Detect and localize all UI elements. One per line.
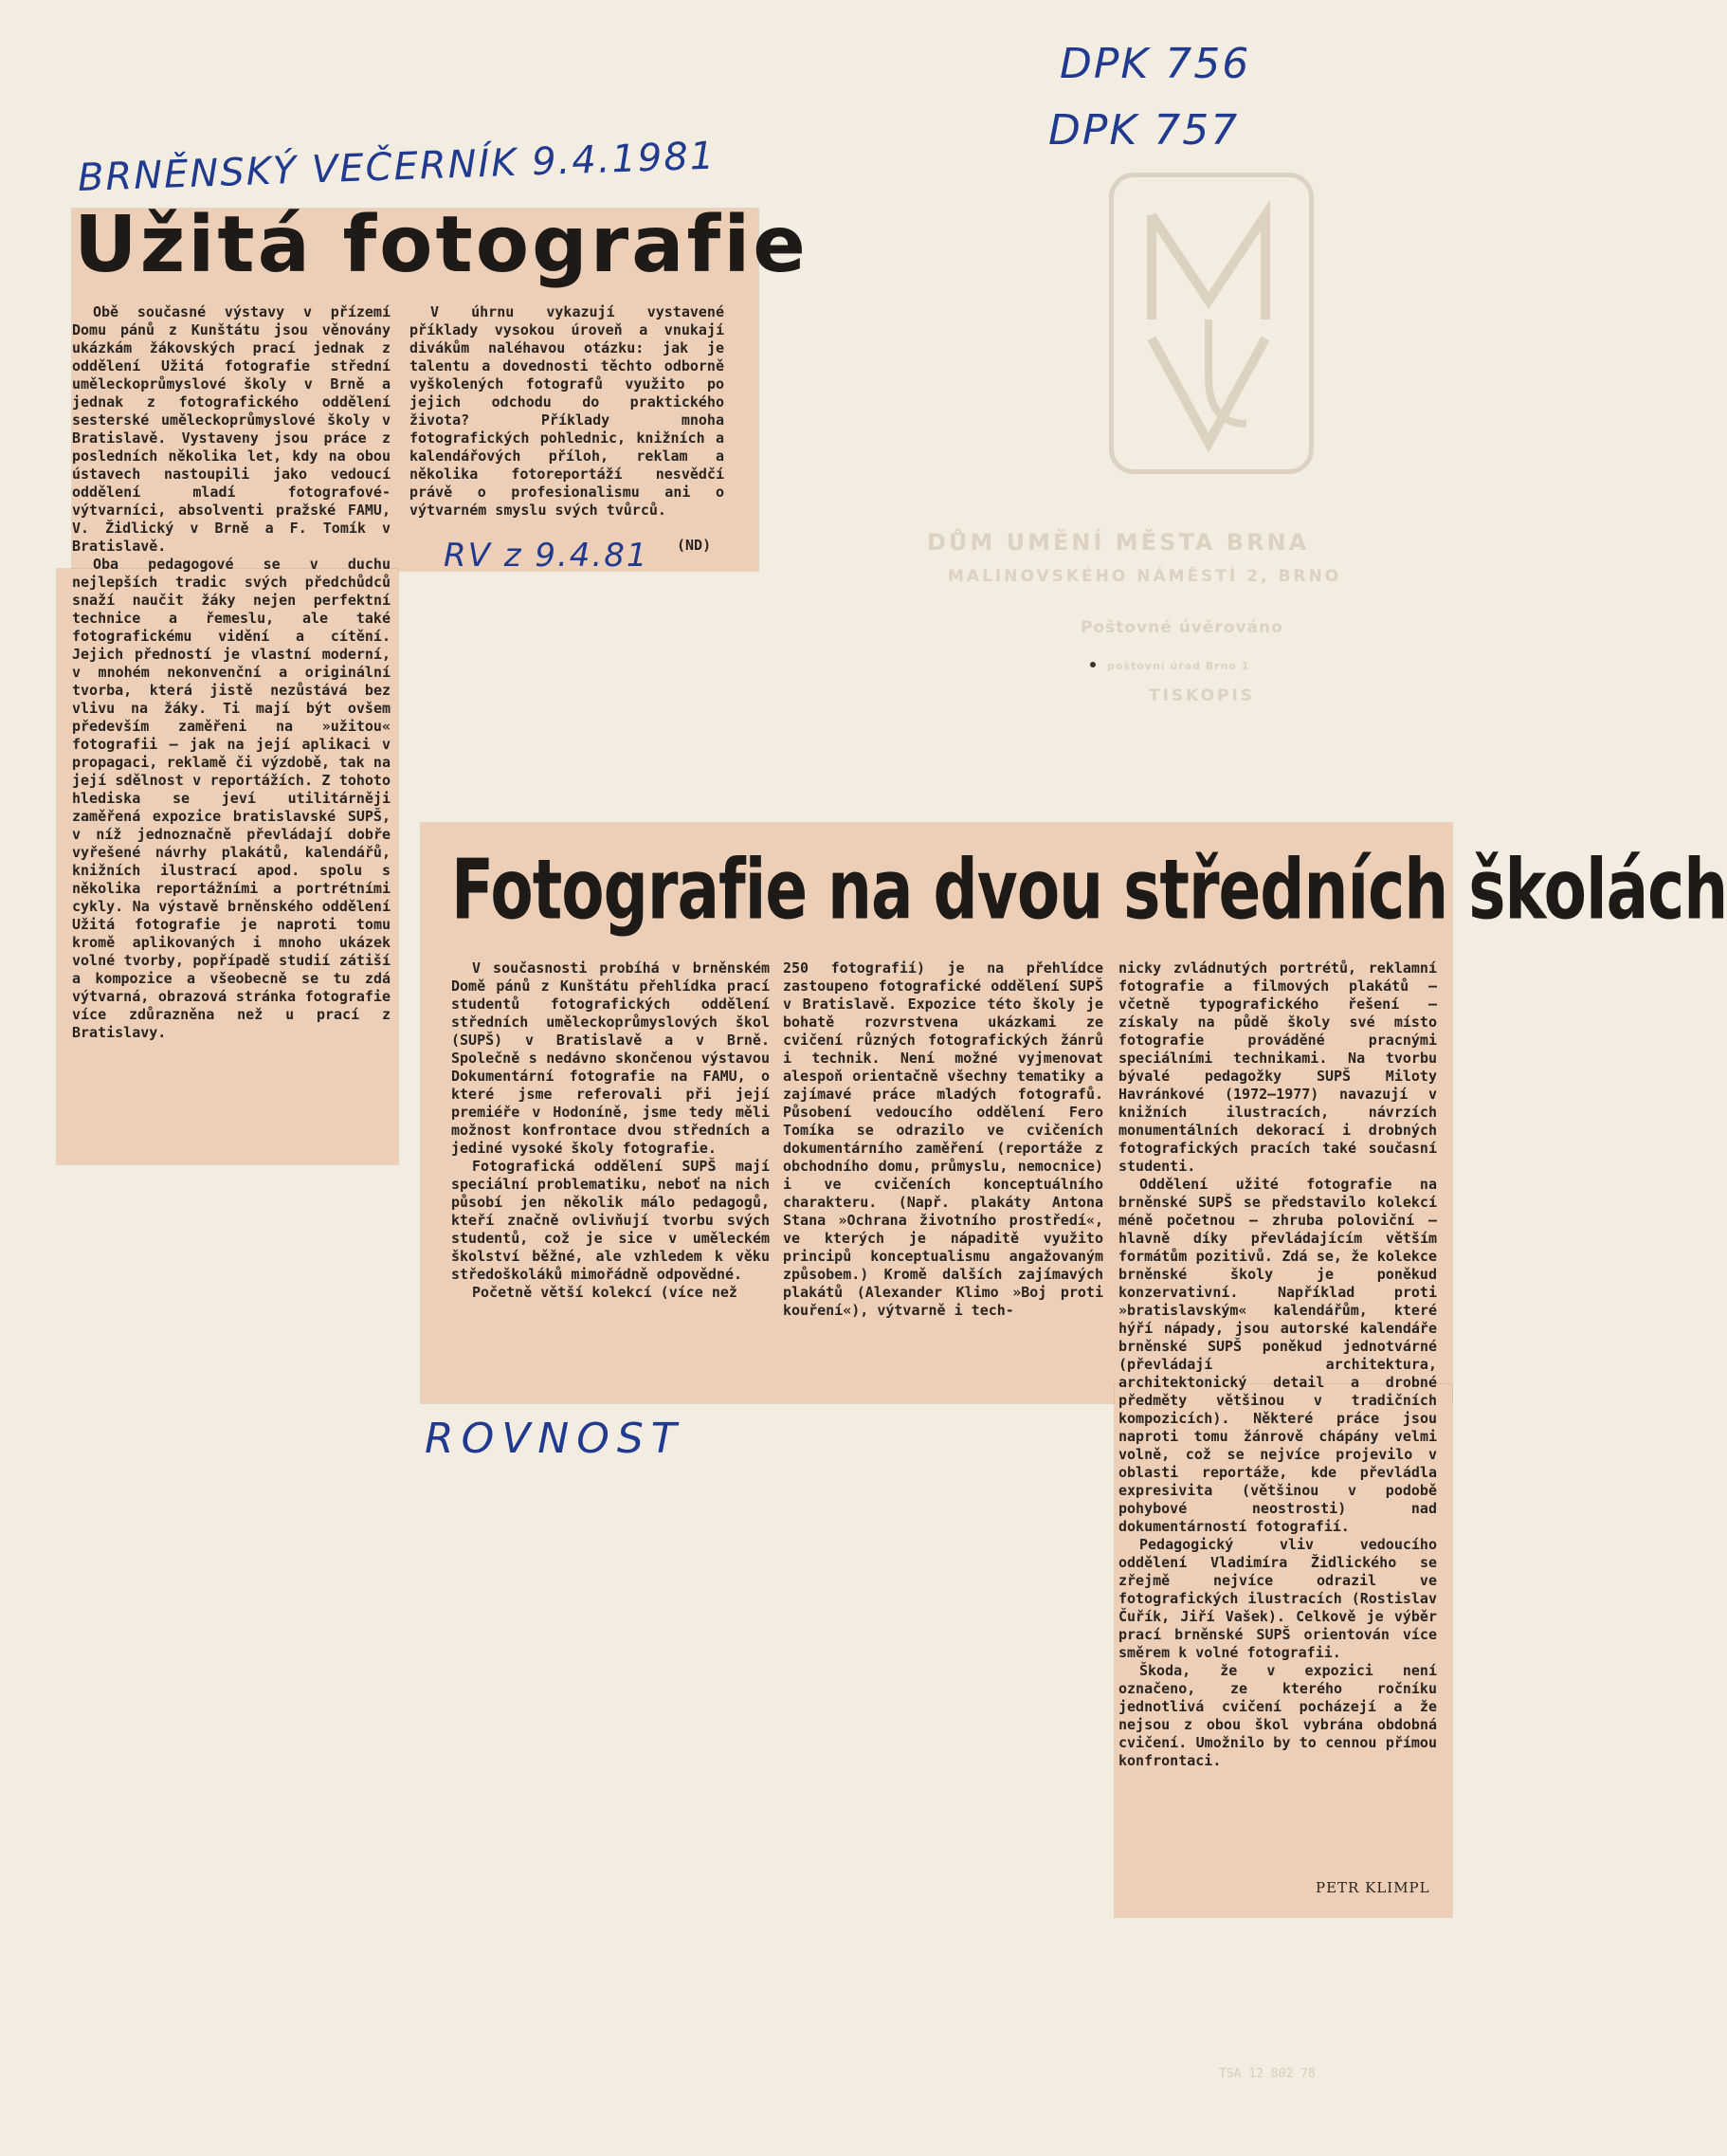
monogram-logo-icon [1114, 177, 1309, 469]
article-2-column-3 [1118, 959, 1437, 1879]
article-1-signature: (ND) [677, 537, 712, 554]
letterhead-sub-note: poštovní úřad Brno 1 [1107, 660, 1250, 672]
letterhead-mail-note: Poštovné úvěrováno [1081, 618, 1283, 637]
handwritten-initials: RV z 9.4.81 [444, 537, 649, 575]
article-2-title: Fotografie na dvou středních školách [451, 842, 1727, 939]
article-1-paragraph: Oba pedagogové se v duchu nejlepších tradic svých předchůdců snaží naučit žáky nejen perfektní technice a řemeslu, ale také fotografickému vidění a cítění. Jejich předností je vlastní moderní, v mnohém nekonvenční a originální tvorba, která jistě nezůstává bez vlivu na žáky. Ti mají být ovšem především zaměřeni na »užitou« fotografii — jak na její aplikaci v propagaci, reklamě či výzdobě, tak na její sdělnost v reportážích. Z tohoto hlediska se jeví utilitárněji zaměřená expozice bratislavské SUPŠ, v níž jednoznačně převládají dobře vyřešené návrhy plakátů, kalendářů, knižních ilustrací apod. spolu s několika reportážními a portrétními cykly. Na výstavě brněnského oddělení Užitá fotografie je naproti tomu kromě aplikovaných i mnoho ukázek volné tvorby, popřípadě studií zátiší a kompozice a všeobecně se tu zdá výtvarná, obrazová stránka fotografie více zdůrazněna než u prací z Bratislavy. [72, 556, 391, 1041]
article-2-column-1 [451, 959, 770, 1384]
article-2-paragraph: nicky zvládnutých portrétů, reklamní fotografie a filmových plakátů — včetně typografického řešení — získaly na půdě školy své místo fotografie prováděné pracnými speciálními technikami. Na tvorbu bývalé pedagožky SUPŠ Miloty Havránkové (1972—1977) navazují v knižních ilustracích, návrzích monumentálních dekorací i drobných fotografických pracích také současní studenti. [1118, 959, 1437, 1175]
article-1-paragraph: V úhrnu vykazují vystavené příklady vysokou úroveň a vnukají divákům naléhavou otázku: jak je talentu a dovednosti těchto odborně vyškolených fotografů využito po jejich odchodu do praktického života? Příklady mnoha fotografických pohlednic, knižních a kalendářových příloh, reklam a několika fotoreportáží nesvědčí právě o profesionalismu ani o výtvarném smyslu svých tvůrců. [409, 303, 724, 519]
handwritten-code-1: DPK 756 [1060, 40, 1251, 88]
handwritten-source-bottom: ROVNOST [425, 1415, 684, 1463]
article-1-title: Užitá fotografie [74, 200, 809, 290]
article-2-paragraph: 250 fotografií) je na přehlídce zastoupeno fotografické oddělení SUPŠ v Bratislavě. Expozice této školy je bohatě rozvrstvena ukázkami ze cvičení různých fotografických žánrů i technik. Není možné vyjmenovat alespoň orientačně všechny tematiky a zajímavé práce mladých fotografů. Působení vedoucího oddělení Fero Tomíka se odrazilo ve cvičeních dokumentárního zaměření (reportáže z obchodního domu, průmyslu, nemocnice) i ve cvičeních konceptuálního charakteru. (Např. plakáty Antona Stana »Ochrana životního prostředí«, ve kterých je nápaditě využito principů konceptualismu angažovaným způsobem.) Kromě dalších zajímavých plakátů (Alexander Klimo »Boj proti kouření«), výtvarně i tech- [783, 959, 1103, 1319]
article-1-paragraph: Obě současné výstavy v přízemí Domu pánů z Kunštátu jsou věnovány ukázkám žákovských prací jednak z oddělení Užitá fotografie střední uměleckoprůmyslové školy v Brně a jednak z fotografického oddělení sesterské uměleckoprůmyslové školy v Bratislavě. Vystaveny jsou práce z posledních několika let, kdy na obou ústavech nastoupili jako vedoucí oddělení mladí fotografové-výtvarníci, absolventi pražské FAMU, V. Židlický v Brně a F. Tomík v Bratislavě. [72, 303, 391, 555]
article-2-paragraph: Pedagogický vliv vedoucího oddělení Vladimíra Židlického se zřejmě nejvíce odrazil ve fotografických ilustracích (Rostislav Čuřík, Jiří Vašek). Celkově je výběr prací brněnské SUPŠ orientován více směrem k volné fotografii. [1118, 1536, 1437, 1661]
article-1-column-1 [72, 303, 391, 1147]
article-2-paragraph: Škoda, že v expozici není označeno, ze kterého ročníku jednotlivá cvičení pocházejí a že nejsou z obou škol vybrána obdobná cvičení. Umožnilo by to cennou přímou konfrontaci. [1118, 1662, 1437, 1769]
letterhead-doc-type: TISKOPIS [1149, 686, 1256, 705]
letterhead-institution: DŮM UMĚNÍ MĚSTA BRNA [927, 529, 1310, 556]
article-2-paragraph: Fotografická oddělení SUPŠ mají speciální problematiku, neboť na nich působí jen několik málo pedagogů, kteří značně ovlivňují tvorbu svých studentů, což je sice v uměleckém školství běžné, ale vzhledem k věku středoškoláků mimořádně odpovědné. [451, 1158, 770, 1283]
handwritten-source-top: BRNĚNSKÝ VEČERNÍK 9.4.1981 [77, 134, 717, 200]
article-2-paragraph: V současnosti probíhá v brněnském Domě pánů z Kunštátu přehlídka prací studentů fotografických oddělení středních uměleckoprůmyslových škol (SUPŠ) v Bratislavě a v Brně. Společně s nedávno skončenou výstavou Dokumentární fotografie na FAMU, o které jsme referovali při její premiéře v Hodoníně, jsme tedy měli možnost konfrontace dvou středních a jediné vysoké školy fotografie. [451, 959, 770, 1157]
letterhead-logo-watermark [1109, 173, 1314, 474]
article-2-author: PETR KLIMPL [1316, 1879, 1430, 1896]
dot-mark [1090, 662, 1096, 667]
handwritten-code-2: DPK 757 [1048, 106, 1240, 155]
article-1-column-2 [409, 303, 724, 535]
article-2-paragraph: Početně větší kolekcí (více než [472, 1284, 737, 1301]
article-2-paragraph: Oddělení užité fotografie na brněnské SUPŠ se představilo kolekcí méně početnou — zhruba poloviční — hlavně díky převládajícím větším formátům pozitivů. Zdá se, že kolekce brněnské školy je poněkud konzervativní. Například proti »bratislavským« kalendářům, které hýří nápady, jsou autorské kalendáře brněnské SUPŠ poněkud jednotvárné (převládají architektura, architektonický detail a drobné předměty většinou v tradičních kompozicích). Některé práce jsou naproti tomu žánrově chápány velmi volně, což se nejvíce projevilo v oblasti reportáže, kde převládla expresivita (většinou v podobě pohybové neostrosti) nad dokumentárností fotografií. [1118, 1176, 1437, 1535]
letterhead-address: MALINOVSKÉHO NÁMĚSTÍ 2, BRNO [948, 567, 1342, 586]
footer-print-code: TSA 12 802 78 [1219, 2067, 1316, 2081]
article-2-column-2 [783, 959, 1103, 1384]
